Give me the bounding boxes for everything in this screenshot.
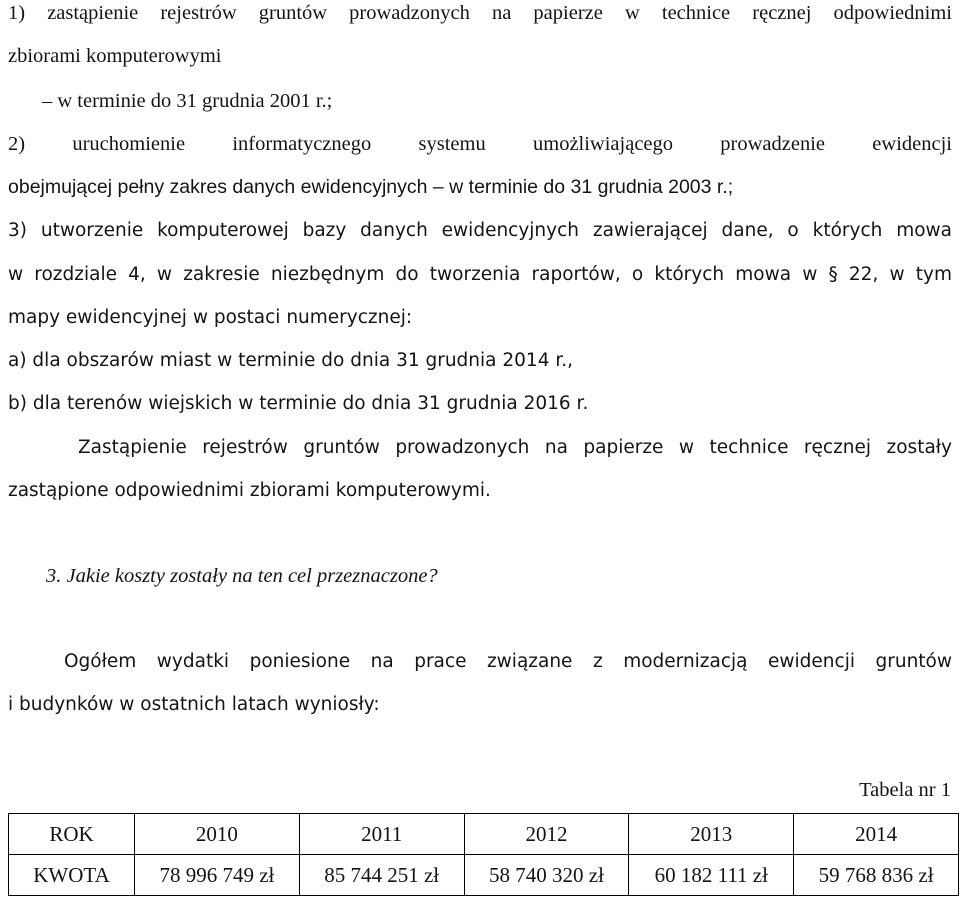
text-line: obejmującej pełny zakres danych ewidencyjnych – w terminie do 31 grudnia 2003 r.; <box>8 176 734 198</box>
costs-table <box>8 813 959 896</box>
year-cell: 2010 <box>135 814 300 855</box>
text-line: w rozdziale 4, w zakresie niezbędnym do tworzenia raportów, o których mowa w § 22, w tym <box>8 264 952 285</box>
table-caption: Tabela nr 1 <box>859 779 951 801</box>
table-row <box>9 814 959 855</box>
text-line: zastąpione odpowiednimi zbiorami komputerowymi. <box>8 480 491 501</box>
header-label-cell: ROK <box>9 814 135 855</box>
amount-cell: 78 996 749 zł <box>135 855 300 896</box>
text-line: 1) zastąpienie rejestrów gruntów prowadzonych na papierze w technice ręcznej odpowiednimi <box>8 2 952 24</box>
text-line: i budynków w ostatnich latach wyniosły: <box>8 694 380 715</box>
amount-cell: 60 182 111 zł <box>629 855 794 896</box>
question-heading: 3. Jakie koszty zostały na ten cel przeznaczone? <box>46 565 438 587</box>
text-line: a) dla obszarów miast w terminie do dnia 31 grudnia 2014 r., <box>8 350 574 371</box>
text-line: 3) utworzenie komputerowej bazy danych ewidencyjnych zawierającej dane, o których mowa <box>8 220 952 241</box>
text-line: 2) uruchomienie informatycznego systemu umożliwiającego prowadzenie ewidencji <box>8 133 952 155</box>
paragraph-first-line: Ogółem wydatki poniesione na prace związane z modernizacją ewidencji gruntów <box>64 651 952 672</box>
text-line: – w terminie do 31 grudnia 2001 r.; <box>42 90 333 112</box>
year-cell: 2013 <box>629 814 794 855</box>
text-line: mapy ewidencyjnej w postaci numerycznej: <box>8 307 413 328</box>
year-cell: 2011 <box>299 814 464 855</box>
row-label-cell: KWOTA <box>9 855 135 896</box>
text-line: zbiorami komputerowymi <box>8 45 222 67</box>
table-row <box>9 855 959 896</box>
text-line: b) dla terenów wiejskich w terminie do dnia 31 grudnia 2016 r. <box>8 393 589 414</box>
year-cell: 2014 <box>794 814 959 855</box>
paragraph-first-line: Zastąpienie rejestrów gruntów prowadzonych na papierze w technice ręcznej zostały <box>78 437 952 458</box>
amount-cell: 58 740 320 zł <box>464 855 629 896</box>
amount-cell: 85 744 251 zł <box>299 855 464 896</box>
year-cell: 2012 <box>464 814 629 855</box>
amount-cell: 59 768 836 zł <box>794 855 959 896</box>
